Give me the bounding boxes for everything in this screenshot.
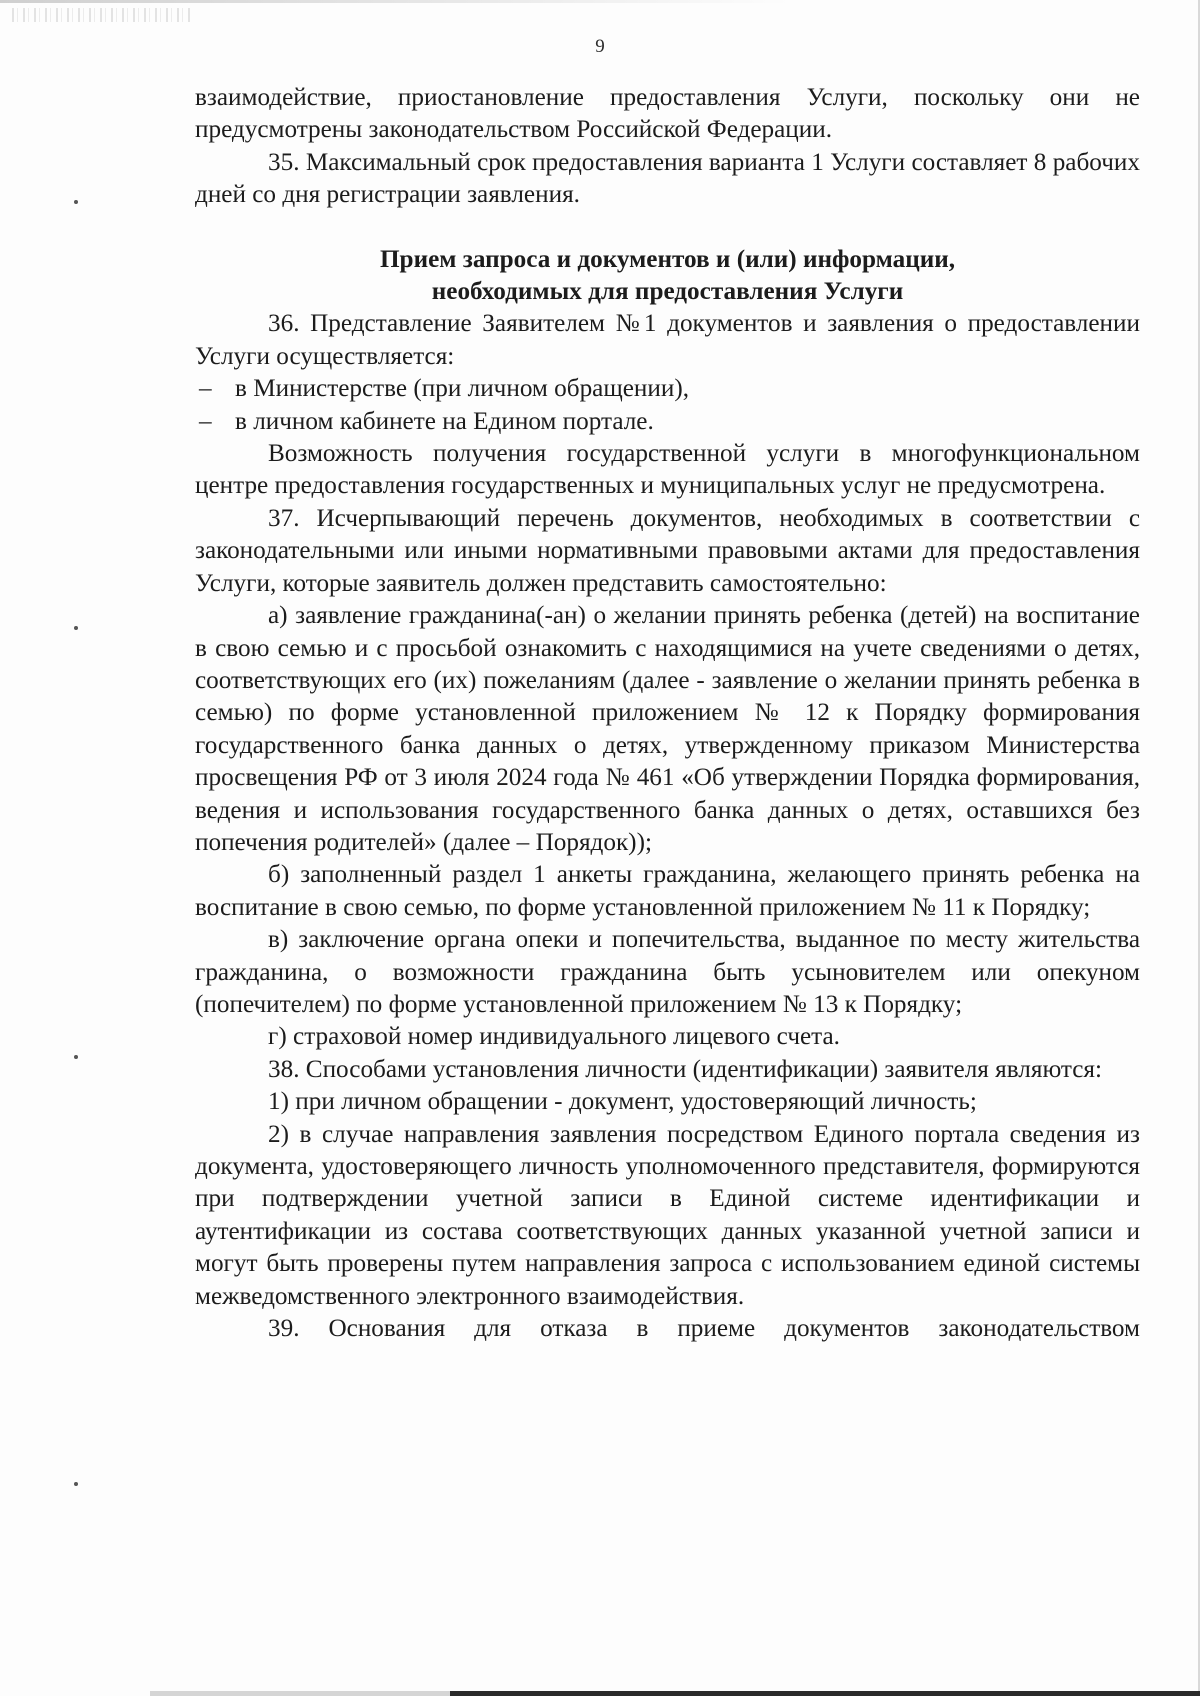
list-item <box>195 406 1140 438</box>
paragraph-37-a: а) заявление гражданина(-ан) о желании принять ребенка (детей) на воспитание в свою семью и с просьбой ознакомить с находящимися на учете сведениями о детях, соответствующих его (их) пожеланиям (далее - заявление о желании принять ребенка в семью) по форме установленной приложением № 12 к Порядку формирования государственного банка данных о детях, утвержденному приказом Министерства просвещения РФ от 3 июля 2024 года № 461 «Об утверждении Порядка формирования, ведения и использования государственного банка данных о детях, оставшихся без попечения родителей» (далее – Порядок)); <box>195 602 1140 856</box>
section-heading <box>195 244 1140 309</box>
paragraph-37-b: б) заполненный раздел 1 анкеты гражданина, желающего принять ребенка на воспитание в свою семью, по форме установленной приложением № 11 к Порядку; <box>195 861 1140 921</box>
scan-top-edge <box>0 0 790 3</box>
paragraph-38: 38. Способами установления личности (идентификации) заявителя являются: <box>268 1055 1103 1083</box>
dash-marker: – <box>199 375 212 403</box>
section-heading-line-2: необходимых для предоставления Услуги <box>431 278 904 306</box>
paragraph-continuation: взаимодействие, приостановление предоставления Услуги, поскольку они не предусмотрены законодательством Российской Федерации. <box>195 84 1140 144</box>
list-item-text: в личном кабинете на Едином портале. <box>235 407 654 435</box>
list-item-text: в Министерстве (при личном обращении), <box>235 375 690 403</box>
document-body <box>195 82 1140 1345</box>
paragraph-38-1: 1) при личном обращении - документ, удостоверяющий личность; <box>268 1088 977 1116</box>
paragraph-37: 37. Исчерпывающий перечень документов, необходимых в соответствии с законодательными или иными нормативными правовыми актами для предоставления Услуги, которые заявитель должен представить самостоятельно: <box>195 504 1140 597</box>
paragraph-37-g: г) страховой номер индивидуального лицевого счета. <box>268 1023 840 1051</box>
list-item <box>195 373 1140 405</box>
scan-dot <box>74 626 78 630</box>
section-heading-line-1: Прием запроса и документов и (или) информации, <box>379 245 956 273</box>
scan-bottom-edge <box>150 1691 1200 1696</box>
paragraph-37-v: в) заключение органа опеки и попечительства, выданное по месту жительства гражданина, о возможности гражданина быть усыновителем или опекуном (попечителем) по форме установленной приложением № 13 к Порядку; <box>195 926 1140 1018</box>
paragraph-38-2: 2) в случае направления заявления посредством Единого портала сведения из документа, удостоверяющего личность уполномоченного представителя, формируются при подтверждении учетной записи в Единой системе идентификации и аутентификации из состава соответствующих данных указанной учетной записи и могут быть проверены путем направления запроса с использованием единой системы межведомственного электронного взаимодействия. <box>195 1120 1140 1310</box>
scan-dot <box>74 1482 78 1486</box>
paragraph-39: 39. Основания для отказа в приеме документов законодательством <box>268 1315 1140 1343</box>
paragraph-mfc: Возможность получения государственной услуги в многофункциональном центре предоставления государственных и муниципальных услуг не предусмотрена. <box>195 440 1140 500</box>
paragraph-36: 36. Представление Заявителем №1 документов и заявления о предоставлении Услуги осуществляется: <box>195 310 1140 370</box>
scan-dot <box>74 1055 78 1059</box>
scan-noise <box>12 8 192 22</box>
dash-marker: – <box>199 407 212 435</box>
page-number: 9 <box>595 36 605 57</box>
paragraph-35: 35. Максимальный срок предоставления варианта 1 Услуги составляет 8 рабочих дней со дня регистрации заявления. <box>195 148 1140 209</box>
scan-dot <box>74 200 78 204</box>
